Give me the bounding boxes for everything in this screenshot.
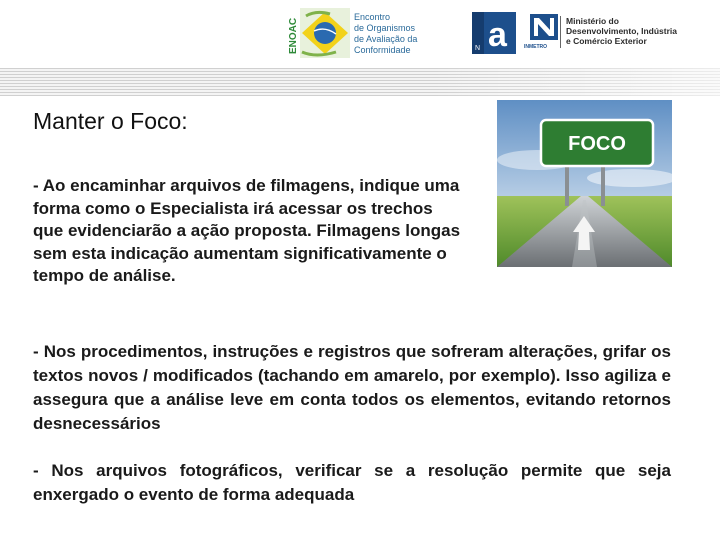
foco-sign-text: FOCO bbox=[568, 133, 626, 155]
ministry-name bbox=[566, 16, 677, 46]
paragraph-procedimentos: - Nos procedimentos, instruções e registros que sofreram alterações, grifar os textos novos / modificados (tachando em amarelo, por exemplo). Isso agiliza e assegura que a análise leve em conta todos os elementos, evitando retornos desnecessários bbox=[33, 342, 671, 433]
paragraph-fotograficos: - Nos arquivos fotográficos, verificar se a resolução permite que seja enxergado o evento de forma adequada bbox=[33, 461, 671, 504]
svg-text:N: N bbox=[475, 45, 481, 52]
ministry-divider bbox=[560, 16, 561, 48]
slide-title: Manter o Foco: bbox=[33, 108, 188, 134]
inmetro-label: INMETRO bbox=[524, 44, 548, 50]
svg-text:a: a bbox=[488, 16, 507, 54]
header-bar bbox=[0, 0, 720, 68]
enoac-name bbox=[354, 12, 434, 56]
inmetro-a-logo bbox=[472, 12, 516, 54]
paragraph-filmagens: - Ao encaminhar arquivos de filmagens, indique uma forma como o Especialista irá acessar os trechos que evidenciarão a ação proposta. Filmagens longas sem esta indicação aumentam significativamente o tempo de análise. bbox=[33, 176, 461, 285]
enoac-line: de Avaliação da bbox=[354, 34, 418, 44]
enoac-vertical-text: ENOAC bbox=[288, 17, 299, 54]
ministry-line: Desenvolvimento, Indústria bbox=[566, 26, 677, 36]
ministry-line: Ministério do bbox=[566, 16, 619, 26]
ministry-line: e Comércio Exterior bbox=[566, 36, 647, 46]
enoac-line: de Organismos bbox=[354, 23, 416, 33]
decorative-stripes bbox=[0, 68, 720, 96]
enoac-line: Conformidade bbox=[354, 45, 411, 55]
enoac-line: Encontro bbox=[354, 12, 391, 22]
enoac-logo bbox=[286, 6, 352, 60]
foco-road-photo bbox=[497, 100, 672, 267]
